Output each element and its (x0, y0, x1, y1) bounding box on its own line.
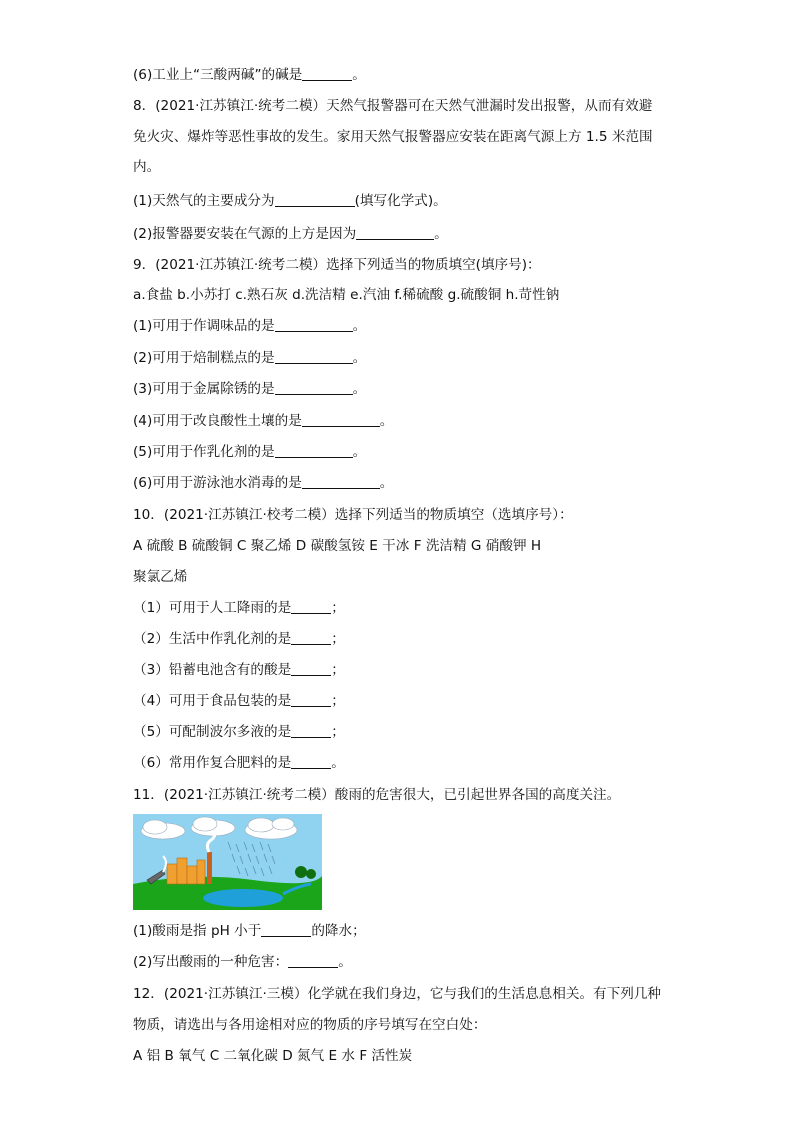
q8-stem-line3: 内。 (133, 159, 161, 175)
q9-sub2 (133, 349, 366, 367)
answer-blank[interactable] (291, 723, 331, 738)
lake (203, 889, 283, 907)
q7-sub6-text: (6)工业上“三酸两碱”的碱是 (133, 67, 303, 83)
answer-blank[interactable] (291, 661, 331, 676)
q10-sub4-end: ； (331, 693, 345, 709)
answer-blank[interactable] (275, 192, 355, 207)
answer-blank[interactable] (261, 922, 311, 937)
answer-blank[interactable] (302, 412, 380, 427)
q9-sub2-text: (2)可用于焙制糕点的是 (133, 350, 275, 366)
answer-blank[interactable] (275, 349, 353, 364)
q10-stem: 10．(2021·江苏镇江·校考二模）选择下列适当的物质填空（选填序号）： (133, 507, 573, 523)
acid-rain-illustration (133, 814, 322, 910)
q9-sub4-end: 。 (379, 413, 394, 429)
q8-sub1-end: (填写化学式)。 (354, 193, 447, 209)
q9-sub6-text: (6)可用于游泳池水消毒的是 (133, 475, 302, 491)
chimney (207, 852, 212, 884)
q9-sub6 (133, 474, 393, 492)
q10-sub3-end: ； (331, 662, 345, 678)
q9-sub3-end: 。 (352, 381, 367, 397)
q11-sub1-text: (1)酸雨是指 pH 小于 (133, 923, 262, 939)
q10-sub4 (133, 692, 345, 710)
q9-sub3-text: (3)可用于金属除锈的是 (133, 381, 275, 397)
answer-blank[interactable] (291, 692, 331, 707)
answer-blank[interactable] (288, 953, 338, 968)
q8-sub2 (133, 225, 448, 243)
q10-sub3-text: （3）铅蓄电池含有的酸是 (133, 662, 292, 678)
q7-sub6 (133, 66, 366, 84)
q10-options-line1: A 硫酸 B 硫酸铜 C 聚乙烯 D 碳酸氢铵 E 干冰 F 洗洁精 G 硝酸钾 H (133, 538, 542, 554)
q8-stem-line2: 免火灾、爆炸等恶性事故的发生。家用天然气报警器应安装在距离气源上方 1.5 米范围 (133, 129, 653, 145)
q9-options: a.食盐 b.小苏打 c.熟石灰 d.洗洁精 e.汽油 f.稀硫酸 g.硫酸铜 h.苛性钠 (133, 287, 560, 303)
q11-sub1-end: 的降水； (311, 923, 366, 939)
q9-sub1-end: 。 (352, 318, 367, 334)
q10-sub1-end: ； (331, 600, 345, 616)
q8-stem-line1: 8．(2021·江苏镇江·统考二模）天然气报警器可在天然气泄漏时发出报警，从而有效避 (133, 98, 653, 114)
answer-blank[interactable] (275, 317, 353, 332)
q9-sub1-text: (1)可用于作调味品的是 (133, 318, 275, 334)
q10-sub1 (133, 599, 345, 617)
q12-stem-line2: 物质，请选出与各用途相对应的物质的序号填写在空白处： (133, 1017, 487, 1033)
q8-sub1 (133, 192, 447, 210)
q10-sub2-text: （2）生活中作乳化剂的是 (133, 631, 292, 647)
q11-sub1 (133, 922, 366, 940)
q12-options: A 铝 B 氧气 C 二氧化碳 D 氮气 E 水 F 活性炭 (133, 1048, 413, 1064)
q10-sub4-text: （4）可用于食品包装的是 (133, 693, 292, 709)
q9-sub4 (133, 412, 393, 430)
answer-blank[interactable] (302, 66, 352, 81)
q7-sub6-end: 。 (352, 67, 366, 83)
q10-options-line2: 聚氯乙烯 (133, 569, 188, 585)
q11-sub2-end: 。 (338, 954, 352, 970)
q9-sub2-end: 。 (352, 350, 367, 366)
q9-sub5 (133, 443, 366, 461)
answer-blank[interactable] (275, 443, 353, 458)
answer-blank[interactable] (302, 474, 380, 489)
answer-blank[interactable] (291, 630, 331, 645)
q8-sub1-text: (1)天然气的主要成分为 (133, 193, 275, 209)
q12-stem-line1: 12．(2021·江苏镇江·三模）化学就在我们身边，它与我们的生活息息相关。有下列几种 (133, 986, 662, 1002)
q8-sub2-text: (2)报警器要安装在气源的上方是因为 (133, 226, 357, 242)
q10-sub2-end: ； (331, 631, 345, 647)
answer-blank[interactable] (356, 225, 434, 240)
q9-stem: 9．(2021·江苏镇江·统考二模）选择下列适当的物质填空(填序号)： (133, 257, 541, 273)
answer-blank[interactable] (275, 380, 353, 395)
q10-sub1-text: （1）可用于人工降雨的是 (133, 600, 292, 616)
q10-sub5 (133, 723, 345, 741)
q9-sub5-text: (5)可用于作乳化剂的是 (133, 444, 275, 460)
q9-sub6-end: 。 (379, 475, 394, 491)
q9-sub4-text: (4)可用于改良酸性土壤的是 (133, 413, 302, 429)
q10-sub6 (133, 754, 345, 772)
q9-sub3 (133, 380, 366, 398)
q9-sub5-end: 。 (352, 444, 367, 460)
answer-blank[interactable] (291, 754, 331, 769)
q10-sub6-end: 。 (331, 755, 345, 771)
q11-sub2-text: (2)写出酸雨的一种危害： (133, 954, 289, 970)
q10-sub6-text: （6）常用作复合肥料的是 (133, 755, 292, 771)
q11-sub2 (133, 953, 352, 971)
q10-sub5-text: （5）可配制波尔多液的是 (133, 724, 292, 740)
q10-sub2 (133, 630, 345, 648)
q11-stem: 11．(2021·江苏镇江·统考二模）酸雨的危害很大，已引起世界各国的高度关注。 (133, 787, 621, 803)
q10-sub5-end: ； (331, 724, 345, 740)
q8-sub2-end: 。 (434, 226, 448, 242)
answer-blank[interactable] (291, 599, 331, 614)
q9-sub1 (133, 317, 366, 335)
q10-sub3 (133, 661, 345, 679)
